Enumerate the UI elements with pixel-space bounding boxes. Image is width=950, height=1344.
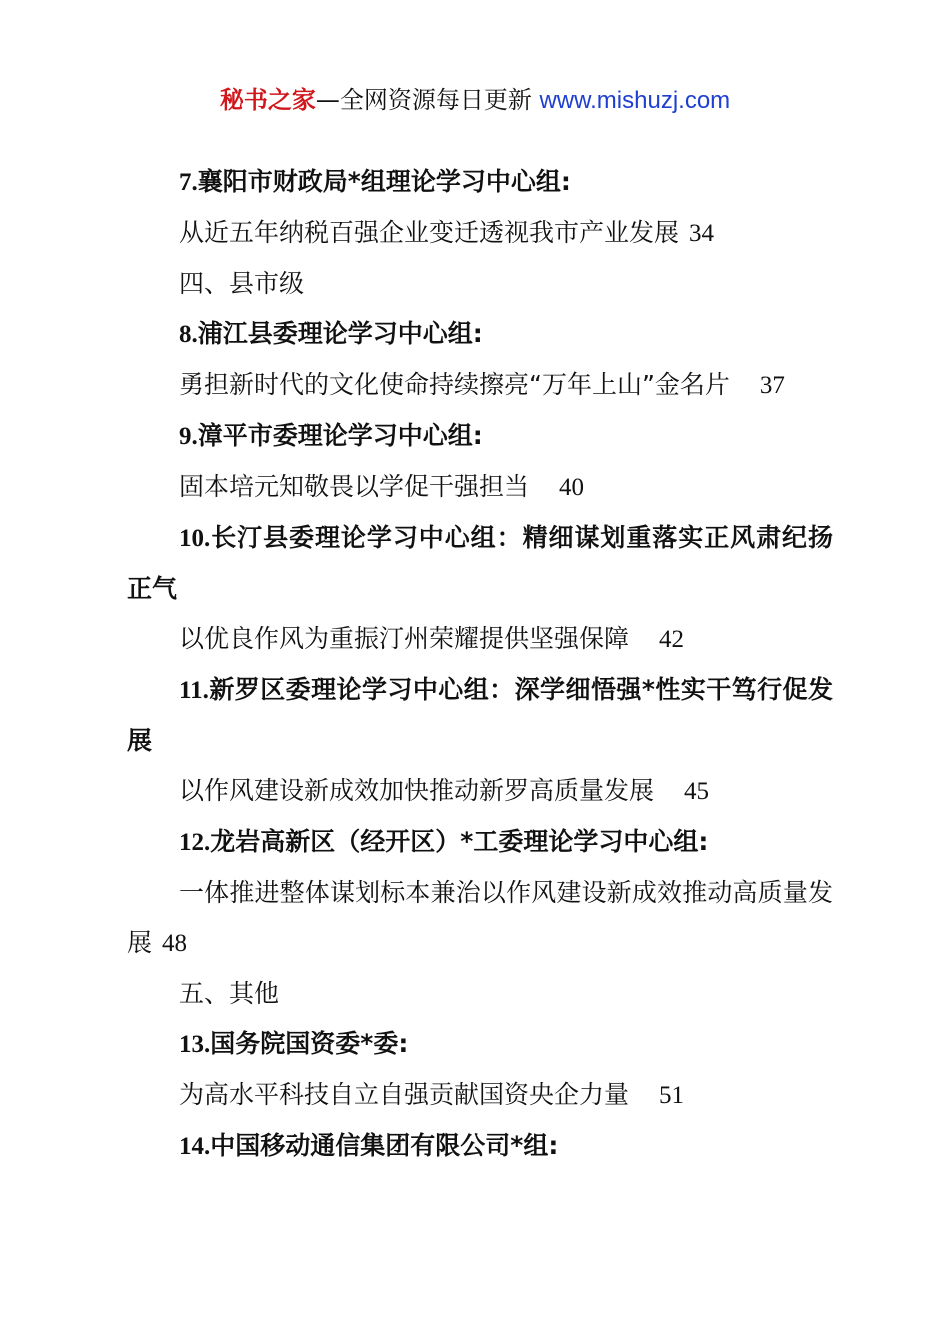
page-header — [0, 80, 950, 115]
heading-number: 10. — [179, 525, 211, 552]
heading-text: 襄阳市财政局*组理论学习中心组: — [197, 167, 571, 196]
heading-text: 漳平市委理论学习中心组: — [197, 421, 483, 450]
toc-heading — [127, 1019, 833, 1070]
toc-heading — [127, 513, 833, 614]
heading-number: 13. — [179, 1031, 211, 1058]
toc-heading — [127, 411, 833, 462]
heading-number: 8. — [179, 321, 198, 348]
heading-number: 12. — [179, 829, 211, 856]
heading-text: 龙岩高新区（经开区）*工委理论学习中心组: — [210, 827, 709, 856]
heading-text: 长汀县委理论学习中心组：精细谋划重落实正风肃纪扬正气 — [127, 523, 833, 603]
heading-text: 中国移动通信集团有限公司*组: — [210, 1131, 559, 1160]
heading-text: 新罗区委理论学习中心组：深学细悟强*性实干笃行促发展 — [127, 675, 833, 755]
toc-heading — [127, 817, 833, 868]
toc-item[interactable] — [127, 614, 833, 665]
toc-item[interactable] — [127, 462, 833, 513]
page-number: 40 — [559, 474, 585, 501]
page-number: 48 — [162, 930, 188, 957]
page-number: 51 — [659, 1082, 685, 1109]
toc-heading — [127, 1121, 833, 1172]
toc-item[interactable] — [127, 1070, 833, 1121]
item-title: 以优良作风为重振汀州荣耀提供坚强保障 — [179, 624, 630, 653]
toc-item[interactable] — [127, 208, 833, 259]
section-title: 四、县市级 — [179, 269, 305, 298]
heading-number: 11. — [179, 677, 209, 704]
page-number: 42 — [659, 626, 685, 653]
heading-text: 国务院国资委*委: — [210, 1029, 409, 1058]
brand-name: 秘书之家 — [219, 86, 316, 114]
page-number: 37 — [759, 372, 785, 399]
toc-content — [127, 157, 833, 1172]
heading-number: 9. — [179, 423, 198, 450]
heading-number: 14. — [179, 1133, 211, 1160]
header-tagline: —全网资源每日更新 — [315, 86, 532, 114]
toc-heading — [127, 309, 833, 360]
item-title: 以作风建设新成效加快推动新罗高质量发展 — [179, 776, 655, 805]
item-title: 一体推进整体谋划标本兼治以作风建设新成效推动高质量发展 — [127, 878, 833, 957]
header-url[interactable]: www.mishuzj.com — [539, 87, 731, 114]
toc-item[interactable] — [127, 766, 833, 817]
item-title: 从近五年纳税百强企业变迁透视我市产业发展 — [179, 218, 680, 247]
page-number: 45 — [684, 778, 710, 805]
item-title: 固本培元知敬畏以学促干强担当 — [179, 472, 530, 501]
toc-item[interactable] — [127, 868, 833, 969]
section-title: 五、其他 — [179, 979, 280, 1008]
toc-item[interactable] — [127, 360, 833, 411]
page-number: 34 — [689, 220, 715, 247]
toc-heading — [127, 665, 833, 766]
item-title: 勇担新时代的文化使命持续擦亮“万年上山”金名片 — [179, 370, 730, 399]
heading-text: 浦江县委理论学习中心组: — [197, 319, 483, 348]
item-title: 为高水平科技自立自强贡献国资央企力量 — [179, 1080, 630, 1109]
heading-number: 7. — [179, 169, 198, 196]
toc-heading — [127, 157, 833, 208]
